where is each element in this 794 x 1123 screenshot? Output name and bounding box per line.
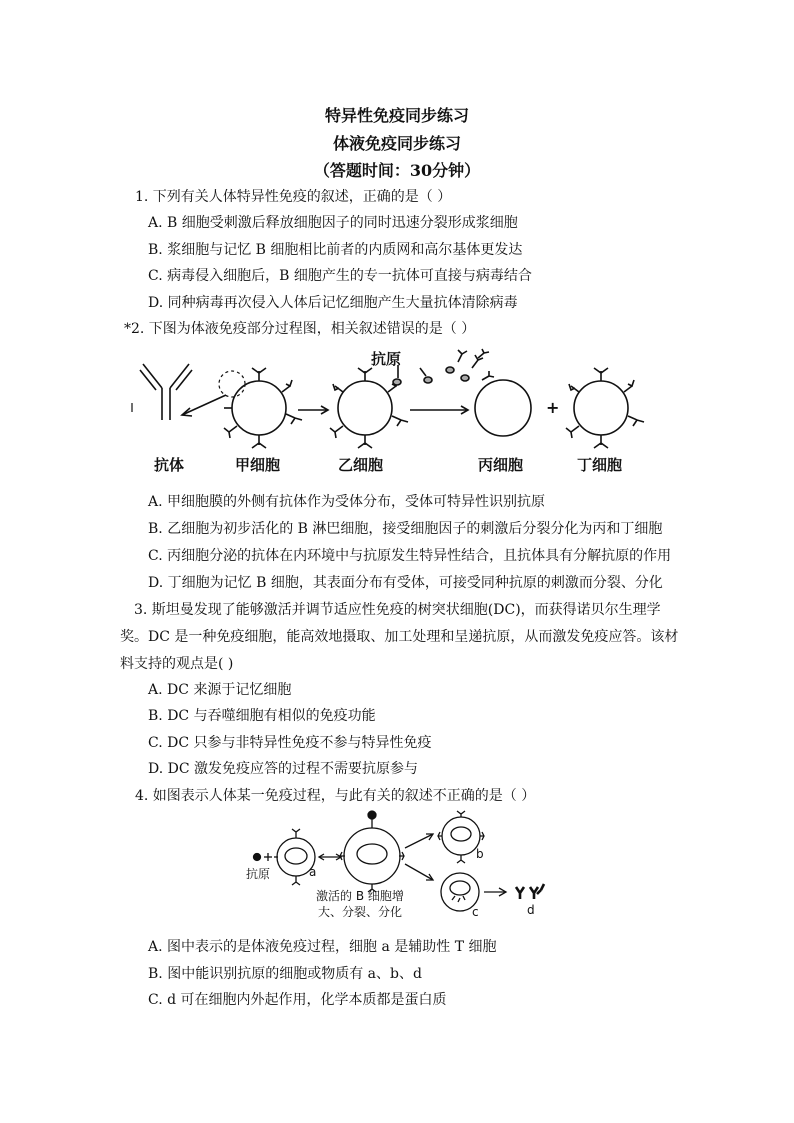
label-c: c: [472, 905, 479, 919]
label-d: d: [527, 903, 535, 917]
cell-jia: [219, 368, 302, 448]
q3-option-c: C. DC 只参与非特异性免疫不参与特异性免疫: [148, 735, 432, 751]
label-b: b: [476, 847, 484, 861]
q4-option-b: B. 图中能识别抗原的细胞或物质有 a、b、d: [148, 966, 422, 982]
q3-option-d: D. DC 激发免疫应答的过程不需要抗原参与: [148, 761, 419, 777]
q1-stem: 1. 下列有关人体特异性免疫的叙述，正确的是（ ）: [135, 189, 452, 205]
q4-figure-b-cell-activation: [0, 810, 794, 925]
doc-time-limit: （答题时间：30分钟）: [313, 161, 481, 180]
q2-stem: *2. 下图为体液免疫部分过程图，相关叙述错误的是（ ）: [124, 321, 476, 337]
q2-option-a: A. 甲细胞膜的外侧有抗体作为受体分布，受体可特异性识别抗原: [148, 494, 546, 510]
antibody-icon: [140, 364, 192, 420]
cell-ding: [566, 368, 644, 448]
q1-option-b: B. 浆细胞与记忆 B 细胞相比前者的内质网和高尔基体更发达: [148, 242, 523, 258]
antigen-label: 抗原: [371, 350, 402, 368]
q1-option-c: C. 病毒侵入细胞后，B 细胞产生的专一抗体可直接与病毒结合: [148, 268, 532, 284]
label-ding: 丁细胞: [577, 456, 623, 474]
label-yi: 乙细胞: [338, 456, 384, 474]
q2-option-c: C. 丙细胞分泌的抗体在内环境中与抗原发生特异性结合，且抗体具有分解抗原的作用: [148, 548, 672, 564]
caption-line-2: 大、分裂、分化: [318, 905, 403, 919]
q1-option-a: A. B 细胞受刺激后释放细胞因子的同时迅速分裂形成浆细胞: [148, 215, 518, 231]
q2-figure-humoral-immunity: [0, 340, 794, 480]
q2-option-b: B. 乙细胞为初步活化的 B 淋巴细胞，接受细胞因子的刺激后分裂分化为丙和丁细胞: [148, 521, 663, 537]
q4-option-c: C. d 可在细胞内外起作用，化学本质都是蛋白质: [148, 992, 447, 1008]
q4-option-a: A. 图中表示的是体液免疫过程，细胞 a 是辅助性 T 细胞: [148, 939, 497, 955]
q1-option-d: D. 同种病毒再次侵入人体后记忆细胞产生大量抗体清除病毒: [148, 295, 518, 311]
q3-option-a: A. DC 来源于记忆细胞: [148, 682, 292, 698]
label-antibody: 抗体: [154, 456, 185, 474]
q4-antigen-label: 抗原: [246, 867, 271, 881]
caption-line-1: 激活的 B 细胞增: [316, 889, 404, 903]
q3-stem: 3. 斯坦曼发现了能够激活并调节适应性免疫的树突状细胞(DC)，而获得诺贝尔生理学奖。DC 是一种免疫细胞，能高效地摄取、加工处理和呈递抗原，从而激发免疫应答。该材料支持的观点是( ): [120, 602, 679, 672]
cell-bing: [475, 380, 531, 436]
q4-stem: 4. 如图表示人体某一免疫过程，与此有关的叙述不正确的是（ ）: [135, 788, 536, 804]
q3-option-b: B. DC 与吞噬细胞有相似的免疫功能: [148, 708, 376, 724]
q2-option-d: D. 丁细胞为记忆 B 细胞，其表面分布有受体，可接受同种抗原的刺激而分裂、分化: [148, 575, 663, 591]
plus-sign: +: [546, 398, 560, 417]
activated-b-cell: [340, 818, 404, 892]
doc-title: 特异性免疫同步练习: [324, 106, 469, 125]
antibodies-d: [516, 884, 544, 899]
label-jia: 甲细胞: [235, 456, 281, 474]
label-bing: 丙细胞: [478, 456, 524, 474]
label-a: a: [309, 865, 317, 879]
doc-subtitle: 体液免疫同步练习: [332, 134, 461, 153]
